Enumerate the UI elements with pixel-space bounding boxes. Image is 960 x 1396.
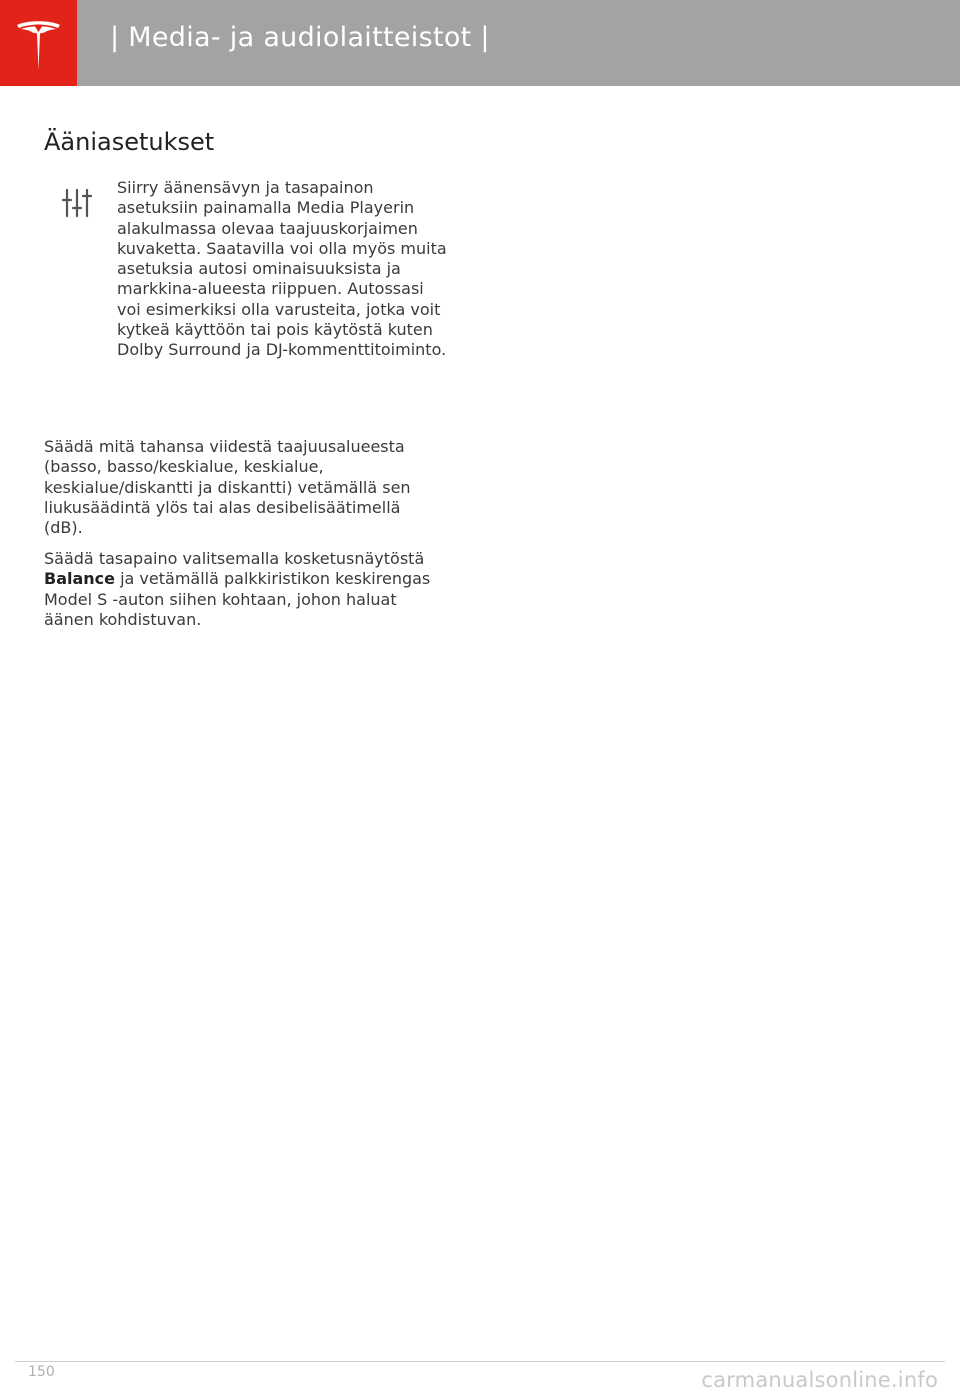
logo-box [0,0,77,86]
chapter-title: | Media- ja audiolaitteistot | [110,22,490,53]
footer-divider [15,1361,945,1362]
page-header [0,0,960,86]
page-number: 150 [28,1364,55,1380]
equalizer-icon [62,188,92,218]
balance-text-after: ja vetämällä palkkiristikon keskirengas Model S -auton siihen kohtaan, johon haluat äänen kohdistuvan. [44,569,431,629]
paragraph-frequency-bands: Säädä mitä tahansa viidestä taajuusalueesta (basso, basso/keskialue, keskialue, keskialue/diskantti ja diskantti) vetämällä sen liukusäädintä ylös tai alas desibelisäätimellä (dB). [44,437,411,538]
paragraph-balance [44,549,444,630]
balance-text-before: Säädä tasapaino valitsemalla kosketusnäytöstä [44,549,425,568]
watermark: carmanualsonline.info [701,1368,938,1392]
section-title: Ääniasetukset [44,128,215,156]
tesla-logo-icon [14,16,63,72]
balance-term: Balance [44,569,115,589]
equalizer-note-text: Siirry äänensävyn ja tasapainon asetuksiin painamalla Media Playerin alakulmassa olevaa taajuuskorjaimen kuvaketta. Saatavilla voi olla myös muita asetuksia autosi ominaisuuksista ja markkina-alueesta riippuen. Autossasi voi esimerkiksi olla varusteita, jotka voit kytkeä käyttöön tai pois käytöstä kuten Dolby Surround ja DJ-kommenttitoiminto. [117,178,447,360]
